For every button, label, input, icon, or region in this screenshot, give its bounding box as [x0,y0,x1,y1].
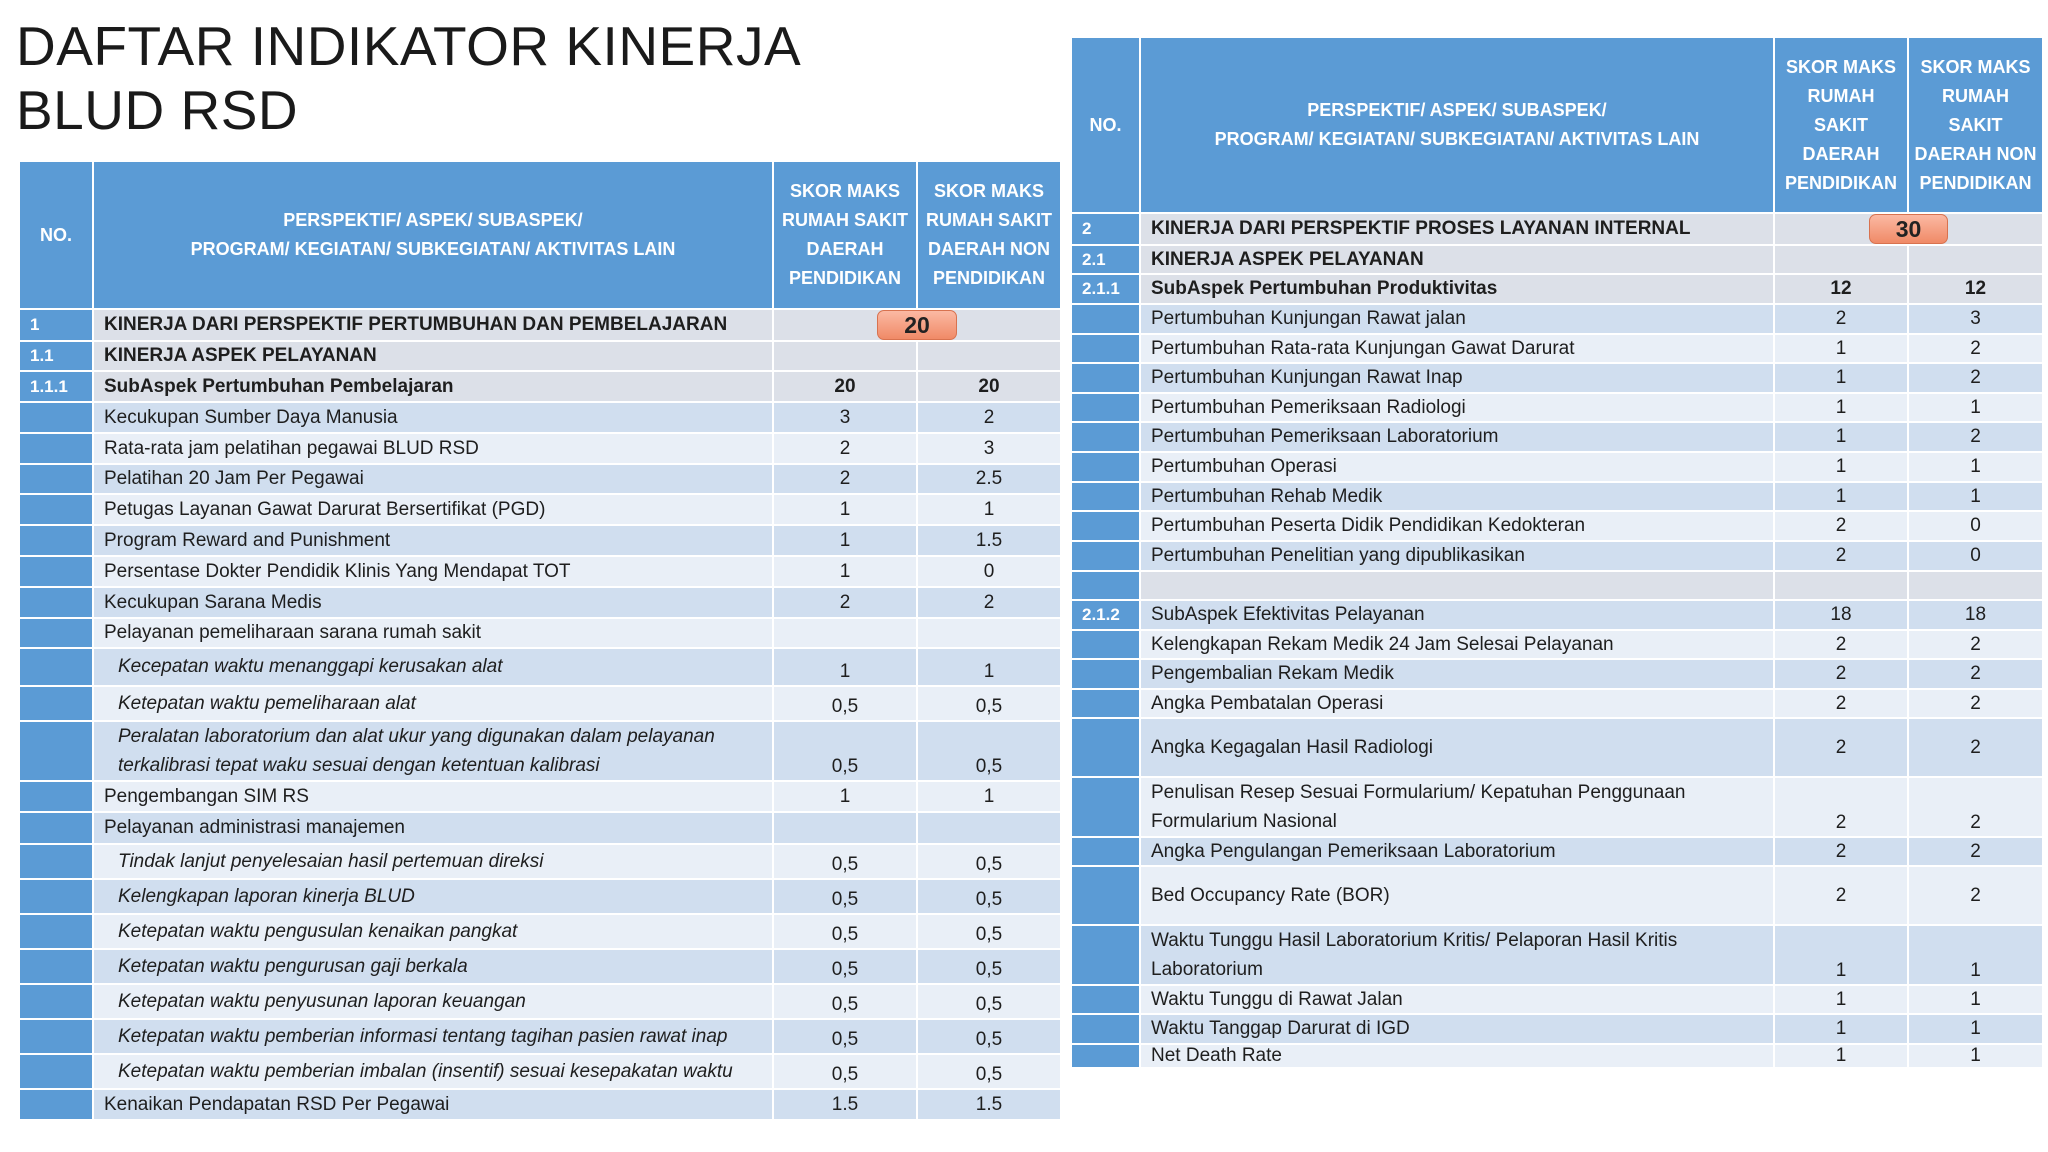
indicator-name [1140,571,1774,600]
score-pendidikan: 1 [1774,334,1908,363]
score-non-pendidikan: 0,5 [917,914,1061,949]
table-row [1071,718,2043,777]
table-row [1071,393,2043,422]
score-non-pendidikan: 2 [1908,866,2043,925]
indicator-name: Pertumbuhan Kunjungan Rawat Inap [1140,363,1774,393]
score-non-pendidikan: 0,5 [917,721,1061,781]
row-number [1071,985,1140,1014]
indicator-name: Kelengkapan laporan kinerja BLUD [93,879,773,914]
table-row [1071,482,2043,511]
indicator-name: Tindak lanjut penyelesaian hasil pertemuan direksi [93,844,773,879]
score-pendidikan: 1.5 [773,1089,917,1120]
row-number: 2.1.1 [1071,274,1140,304]
score-non-pendidikan: 1 [917,781,1061,812]
row-number [1071,866,1140,925]
row-number [19,844,93,879]
indicator-name: Persentase Dokter Pendidik Klinis Yang Mendapat TOT [93,556,773,587]
total-score-cell [773,309,1061,341]
row-number [1071,718,1140,777]
score-non-pendidikan: 2 [1908,689,2043,718]
total-score-cell [1774,213,2043,245]
table-row [1071,422,2043,452]
indicator-name: Pertumbuhan Peserta Didik Pendidikan Kedokteran [1140,511,1774,541]
header-perspective-line-1: PERSPEKTIF/ ASPEK/ SUBASPEK/ [1307,100,1607,120]
indicator-name: Angka Pengulangan Pemeriksaan Laboratorium [1140,837,1774,866]
score-non-pendidikan: 1 [1908,393,2043,422]
score-pendidikan: 0,5 [773,844,917,879]
row-number: 1.1.1 [19,371,93,402]
table-row [19,341,1061,371]
row-number [19,984,93,1019]
indicator-name: Angka Pembatalan Operasi [1140,689,1774,718]
right-table-body [1071,213,2043,1068]
score-non-pendidikan: 12 [1908,274,2043,304]
score-pendidikan: 2 [1774,304,1908,334]
score-pendidikan [773,618,917,648]
row-number [1071,304,1140,334]
table-row [19,1054,1061,1089]
row-number [19,949,93,984]
score-non-pendidikan: 0 [1908,541,2043,571]
score-pendidikan: 1 [773,781,917,812]
row-number [19,648,93,686]
score-pendidikan: 2 [1774,777,1908,837]
score-non-pendidikan: 2 [1908,659,2043,689]
header-perspective [93,161,773,309]
score-non-pendidikan: 0,5 [917,879,1061,914]
score-pendidikan: 2 [1774,541,1908,571]
indicator-name: Pertumbuhan Operasi [1140,452,1774,482]
row-number: 2.1 [1071,245,1140,274]
table-row [1071,274,2043,304]
score-non-pendidikan: 2 [1908,363,2043,393]
table-row [19,371,1061,402]
row-number: 2 [1071,213,1140,245]
table-row [19,525,1061,556]
indicator-name: Pertumbuhan Penelitian yang dipublikasikan [1140,541,1774,571]
row-number [1071,571,1140,600]
indicator-name: Pengembangan SIM RS [93,781,773,812]
row-number [19,686,93,721]
indicator-name: Pertumbuhan Pemeriksaan Laboratorium [1140,422,1774,452]
table-row [1071,1014,2043,1044]
total-score-badge: 20 [877,310,957,340]
indicator-name: Penulisan Resep Sesuai Formularium/ Kepatuhan Penggunaan Formularium Nasional [1140,777,1774,837]
score-pendidikan: 0,5 [773,949,917,984]
indicator-name: Bed Occupancy Rate (BOR) [1140,866,1774,925]
table-row [19,309,1061,341]
indicator-name: Petugas Layanan Gawat Darurat Bersertifikat (PGD) [93,494,773,525]
score-pendidikan: 0,5 [773,686,917,721]
score-pendidikan: 3 [773,402,917,433]
score-non-pendidikan: 2 [1908,334,2043,363]
table-row [1071,452,2043,482]
table-row [1071,541,2043,571]
score-pendidikan: 0,5 [773,1019,917,1054]
indicator-name: SubAspek Pertumbuhan Pembelajaran [93,371,773,402]
score-non-pendidikan: 0 [917,556,1061,587]
score-non-pendidikan: 0 [1908,511,2043,541]
indicator-name: Net Death Rate [1140,1044,1774,1068]
score-pendidikan [1774,571,1908,600]
row-number: 2.1.2 [1071,600,1140,630]
score-non-pendidikan: 1 [1908,925,2043,985]
score-pendidikan: 1 [1774,925,1908,985]
indicator-name: SubAspek Pertumbuhan Produktivitas [1140,274,1774,304]
table-row [1071,334,2043,363]
indicator-name: Kecukupan Sarana Medis [93,587,773,618]
row-number [1071,1014,1140,1044]
indicator-name: Pertumbuhan Rehab Medik [1140,482,1774,511]
score-non-pendidikan: 2 [1908,422,2043,452]
indicator-name: Waktu Tunggu di Rawat Jalan [1140,985,1774,1014]
score-pendidikan: 2 [1774,718,1908,777]
indicator-name: SubAspek Efektivitas Pelayanan [1140,600,1774,630]
score-non-pendidikan: 1 [1908,1044,2043,1068]
header-perspective [1140,37,1774,213]
score-pendidikan: 2 [1774,511,1908,541]
score-non-pendidikan: 0,5 [917,1054,1061,1089]
score-non-pendidikan: 2 [1908,718,2043,777]
score-non-pendidikan: 1 [1908,985,2043,1014]
score-pendidikan: 2 [1774,630,1908,659]
indicator-name: Pertumbuhan Kunjungan Rawat jalan [1140,304,1774,334]
score-pendidikan: 2 [773,464,917,494]
table-row [19,587,1061,618]
score-pendidikan: 1 [773,556,917,587]
row-number [19,812,93,844]
score-non-pendidikan [917,618,1061,648]
table-row [1071,777,2043,837]
score-pendidikan: 0,5 [773,914,917,949]
indicator-name: Pelatihan 20 Jam Per Pegawai [93,464,773,494]
score-non-pendidikan [1908,571,2043,600]
header-score-pendidikan: SKOR MAKS RUMAH SAKIT DAERAH PENDIDIKAN [773,161,917,309]
row-number [1071,422,1140,452]
header-perspective-line-2: PROGRAM/ KEGIATAN/ SUBKEGIATAN/ AKTIVITAS LAIN [190,239,676,259]
indicator-name: Waktu Tunggu Hasil Laboratorium Kritis/ Pelaporan Hasil Kritis Laboratorium [1140,925,1774,985]
left-indicator-table [18,160,1062,1121]
score-pendidikan: 1 [773,648,917,686]
page-title-line-2: BLUD RSD [16,79,299,141]
score-non-pendidikan: 2 [917,587,1061,618]
table-row [19,494,1061,525]
indicator-name: Peralatan laboratorium dan alat ukur yang digunakan dalam pelayanan terkalibrasi tepat waku sesuai dengan ketentuan kalibrasi [93,721,773,781]
score-non-pendidikan: 0,5 [917,949,1061,984]
score-non-pendidikan [917,341,1061,371]
table-row [1071,304,2043,334]
score-pendidikan: 2 [1774,659,1908,689]
table-row [1071,985,2043,1014]
table-row [19,648,1061,686]
row-number [1071,659,1140,689]
row-number [19,556,93,587]
row-number [1071,689,1140,718]
indicator-name: Pengembalian Rekam Medik [1140,659,1774,689]
row-number [19,433,93,464]
indicator-name: Ketepatan waktu pemberian imbalan (insentif) sesuai kesepakatan waktu [93,1054,773,1089]
indicator-name: Ketepatan waktu pemberian informasi tentang tagihan pasien rawat inap [93,1019,773,1054]
row-number [1071,334,1140,363]
table-row [1071,925,2043,985]
score-pendidikan: 1 [1774,393,1908,422]
score-non-pendidikan: 1 [1908,1014,2043,1044]
score-non-pendidikan: 3 [1908,304,2043,334]
table-row [19,556,1061,587]
score-non-pendidikan: 1.5 [917,525,1061,556]
row-number [19,1019,93,1054]
table-row [1071,245,2043,274]
score-non-pendidikan: 1 [917,648,1061,686]
score-pendidikan: 0,5 [773,1054,917,1089]
indicator-name: Ketepatan waktu penyusunan laporan keuangan [93,984,773,1019]
indicator-name: Ketepatan waktu pengusulan kenaikan pangkat [93,914,773,949]
indicator-name: KINERJA DARI PERSPEKTIF PROSES LAYANAN INTERNAL [1140,213,1774,245]
indicator-name: Pelayanan pemeliharaan sarana rumah sakit [93,618,773,648]
score-pendidikan: 1 [773,494,917,525]
score-non-pendidikan: 0,5 [917,686,1061,721]
table-row [19,781,1061,812]
table-row [19,464,1061,494]
row-number [19,618,93,648]
score-non-pendidikan: 2 [1908,837,2043,866]
table-row [19,812,1061,844]
table-row [19,844,1061,879]
score-pendidikan [773,341,917,371]
score-pendidikan: 1 [1774,1044,1908,1068]
row-number [1071,511,1140,541]
table-row [1071,511,2043,541]
indicator-name: Pertumbuhan Rata-rata Kunjungan Gawat Darurat [1140,334,1774,363]
score-pendidikan: 2 [1774,689,1908,718]
score-pendidikan [1774,245,1908,274]
table-row [1071,866,2043,925]
score-non-pendidikan: 2 [917,402,1061,433]
score-non-pendidikan: 2 [1908,630,2043,659]
score-non-pendidikan: 1 [1908,482,2043,511]
page-title [16,14,801,142]
table-row [19,949,1061,984]
table-row [19,879,1061,914]
score-pendidikan: 2 [1774,866,1908,925]
table-row [19,618,1061,648]
score-non-pendidikan: 1 [917,494,1061,525]
row-number [19,879,93,914]
row-number [19,464,93,494]
table-row [1071,363,2043,393]
table-row [1071,659,2043,689]
indicator-name: KINERJA DARI PERSPEKTIF PERTUMBUHAN DAN PEMBELAJARAN [93,309,773,341]
indicator-name: Ketepatan waktu pemeliharaan alat [93,686,773,721]
page-title-line-1: DAFTAR INDIKATOR KINERJA [16,15,802,77]
score-pendidikan: 1 [773,525,917,556]
row-number [19,587,93,618]
row-number [1071,393,1140,422]
score-pendidikan: 0,5 [773,879,917,914]
indicator-name: Pelayanan administrasi manajemen [93,812,773,844]
row-number [1071,630,1140,659]
header-score-non-pendidikan: SKOR MAKS RUMAH SAKIT DAERAH NON PENDIDIKAN [917,161,1061,309]
score-non-pendidikan: 3 [917,433,1061,464]
row-number [1071,837,1140,866]
right-indicator-table [1070,36,2044,1069]
score-non-pendidikan: 0,5 [917,844,1061,879]
table-row [19,721,1061,781]
table-row [1071,1044,2043,1068]
row-number [1071,482,1140,511]
indicator-name: Ketepatan waktu pengurusan gaji berkala [93,949,773,984]
score-pendidikan: 2 [1774,837,1908,866]
indicator-name: Kenaikan Pendapatan RSD Per Pegawai [93,1089,773,1120]
score-non-pendidikan [917,812,1061,844]
indicator-name: KINERJA ASPEK PELAYANAN [1140,245,1774,274]
row-number: 1 [19,309,93,341]
row-number: 1.1 [19,341,93,371]
table-row [19,984,1061,1019]
score-pendidikan: 1 [1774,482,1908,511]
row-number [1071,541,1140,571]
table-row [19,914,1061,949]
table-row [19,402,1061,433]
score-non-pendidikan: 0,5 [917,1019,1061,1054]
table-row [1071,571,2043,600]
row-number [19,914,93,949]
indicator-name: Waktu Tanggap Darurat di IGD [1140,1014,1774,1044]
header-perspective-line-2: PROGRAM/ KEGIATAN/ SUBKEGIATAN/ AKTIVITAS LAIN [1214,129,1700,149]
table-row [1071,213,2043,245]
header-no: NO. [1071,37,1140,213]
table-row [19,1019,1061,1054]
row-number [19,781,93,812]
table-row [1071,837,2043,866]
row-number [1071,1044,1140,1068]
header-score-pendidikan: SKOR MAKS RUMAH SAKIT DAERAH PENDIDIKAN [1774,37,1908,213]
table-row [1071,689,2043,718]
score-pendidikan: 1 [1774,985,1908,1014]
row-number [19,721,93,781]
row-number [1071,777,1140,837]
score-pendidikan: 12 [1774,274,1908,304]
score-pendidikan: 20 [773,371,917,402]
row-number [1071,452,1140,482]
score-pendidikan: 2 [773,587,917,618]
indicator-name: Rata-rata jam pelatihan pegawai BLUD RSD [93,433,773,464]
indicator-name: Program Reward and Punishment [93,525,773,556]
total-score-badge: 30 [1869,214,1949,244]
row-number [19,1054,93,1089]
table-row [1071,630,2043,659]
row-number [19,525,93,556]
indicator-name: Kecukupan Sumber Daya Manusia [93,402,773,433]
score-pendidikan: 2 [773,433,917,464]
indicator-name: Kelengkapan Rekam Medik 24 Jam Selesai Pelayanan [1140,630,1774,659]
row-number [19,1089,93,1120]
indicator-name: Kecepatan waktu menanggapi kerusakan alat [93,648,773,686]
score-non-pendidikan: 0,5 [917,984,1061,1019]
header-score-non-pendidikan: SKOR MAKS RUMAH SAKIT DAERAH NON PENDIDIKAN [1908,37,2043,213]
score-pendidikan: 1 [1774,422,1908,452]
score-pendidikan: 1 [1774,363,1908,393]
table-row [19,1089,1061,1120]
score-non-pendidikan: 20 [917,371,1061,402]
row-number [1071,925,1140,985]
header-no: NO. [19,161,93,309]
row-number [1071,363,1140,393]
score-pendidikan: 1 [1774,452,1908,482]
score-pendidikan: 18 [1774,600,1908,630]
left-table-body [19,309,1061,1120]
table-row [1071,600,2043,630]
score-pendidikan [773,812,917,844]
indicator-name: Angka Kegagalan Hasil Radiologi [1140,718,1774,777]
row-number [19,494,93,525]
score-pendidikan: 0,5 [773,984,917,1019]
score-non-pendidikan: 1.5 [917,1089,1061,1120]
score-pendidikan: 0,5 [773,721,917,781]
header-perspective-line-1: PERSPEKTIF/ ASPEK/ SUBASPEK/ [283,210,583,230]
table-row [19,686,1061,721]
indicator-name: KINERJA ASPEK PELAYANAN [93,341,773,371]
table-row [19,433,1061,464]
score-non-pendidikan: 1 [1908,452,2043,482]
row-number [19,402,93,433]
score-pendidikan: 1 [1774,1014,1908,1044]
score-non-pendidikan: 18 [1908,600,2043,630]
score-non-pendidikan: 2 [1908,777,2043,837]
score-non-pendidikan [1908,245,2043,274]
indicator-name: Pertumbuhan Pemeriksaan Radiologi [1140,393,1774,422]
score-non-pendidikan: 2.5 [917,464,1061,494]
